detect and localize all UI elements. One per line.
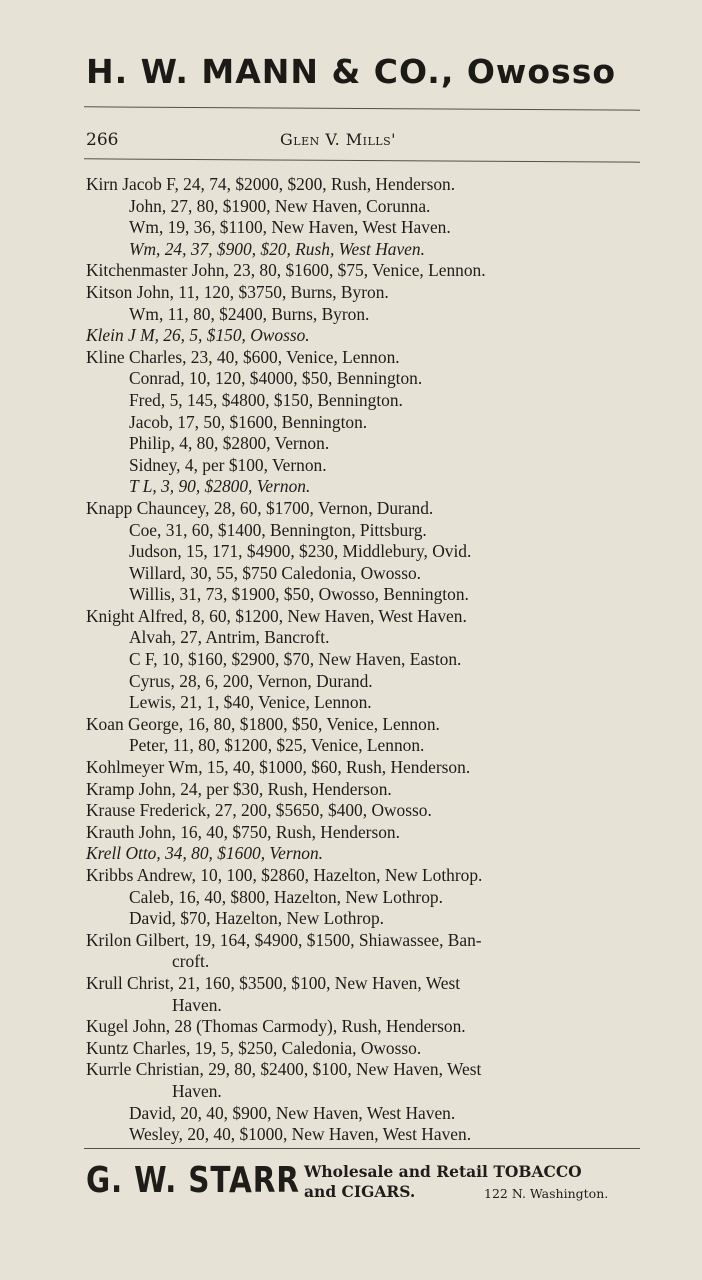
directory-entries <box>86 174 656 1146</box>
entry-text: Kuntz Charles, 19, 5, $250, Caledonia, Owosso. <box>86 1037 422 1058</box>
footer-address: 122 N. Washington. <box>484 1186 609 1201</box>
directory-entry <box>86 735 656 757</box>
entry-text: Caleb, 16, 40, $800, Hazelton, New Lothrop. <box>129 886 443 907</box>
directory-entry <box>86 671 656 693</box>
header-advertisement: H. W. MANN & CO., Owosso <box>85 52 617 91</box>
directory-entry <box>86 217 656 239</box>
entry-text: Conrad, 10, 120, $4000, $50, Bennington. <box>129 368 423 389</box>
footer-tagline-2: and CIGARS. <box>304 1182 416 1201</box>
directory-entry <box>86 520 656 542</box>
directory-entry <box>86 1016 656 1038</box>
header-rule-top <box>84 106 640 110</box>
directory-entry <box>86 779 656 801</box>
directory-entry <box>86 973 656 1016</box>
directory-entry <box>86 606 656 628</box>
directory-entry <box>86 412 656 434</box>
entry-text: Kramp John, 24, per $30, Rush, Henderson. <box>86 778 392 799</box>
entry-text: Alvah, 27, Antrim, Bancroft. <box>129 627 330 648</box>
directory-entry <box>86 1059 656 1102</box>
footer-tagline-1: Wholesale and Retail TOBACCO <box>304 1162 582 1181</box>
entry-continuation: croft. <box>172 951 210 972</box>
entry-text: Kugel John, 28 (Thomas Carmody), Rush, Henderson. <box>86 1016 466 1037</box>
directory-entry <box>86 800 656 822</box>
entry-text: Krilon Gilbert, 19, 164, $4900, $1500, Shiawassee, Ban- <box>86 929 482 950</box>
entry-text: Willard, 30, 55, $750 Caledonia, Owosso. <box>129 562 422 583</box>
directory-entry <box>86 908 656 930</box>
entry-text: Wm, 19, 36, $1100, New Haven, West Haven. <box>129 217 451 238</box>
entry-text: Philip, 4, 80, $2800, Vernon. <box>129 433 330 454</box>
entry-continuation: Haven. <box>172 1080 222 1101</box>
entry-text: Kribbs Andrew, 10, 100, $2860, Hazelton, New Lothrop. <box>86 865 483 885</box>
entry-text: Jacob, 17, 50, $1600, Bennington. <box>129 411 368 432</box>
directory-entry <box>86 822 656 844</box>
directory-entry <box>86 930 656 973</box>
directory-entry <box>86 390 656 412</box>
directory-entry <box>86 260 656 282</box>
directory-entry <box>86 455 656 477</box>
entry-text: Sidney, 4, per $100, Vernon. <box>129 454 327 475</box>
directory-entry <box>86 325 656 347</box>
directory-entry <box>86 865 656 887</box>
directory-entry <box>86 1103 656 1125</box>
footer-rule <box>84 1148 640 1149</box>
entry-text: David, $70, Hazelton, New Lothrop. <box>129 908 385 929</box>
running-head: Glen V. Mills' <box>280 130 397 149</box>
entry-text: Cyrus, 28, 6, 200, Vernon, Durand. <box>129 670 373 691</box>
entry-text: Knight Alfred, 8, 60, $1200, New Haven, West Haven. <box>86 605 467 626</box>
entry-text: David, 20, 40, $900, New Haven, West Haven. <box>129 1102 456 1123</box>
entry-text: Peter, 11, 80, $1200, $25, Venice, Lennon. <box>129 735 425 756</box>
directory-entry <box>86 304 656 326</box>
entry-text: Kline Charles, 23, 40, $600, Venice, Lennon. <box>86 346 400 367</box>
directory-entry <box>86 368 656 390</box>
directory-entry <box>86 692 656 714</box>
directory-entry <box>86 843 656 865</box>
page-number: 266 <box>86 130 119 150</box>
directory-entry <box>86 541 656 563</box>
directory-entry <box>86 714 656 736</box>
directory-entry <box>86 174 656 196</box>
entry-text: Koan George, 16, 80, $1800, $50, Venice, Lennon. <box>86 713 440 734</box>
directory-entry <box>86 649 656 671</box>
entry-text: Kitchenmaster John, 23, 80, $1600, $75, Venice, Lennon. <box>86 260 486 281</box>
directory-entry <box>86 282 656 304</box>
entry-text: Kurrle Christian, 29, 80, $2400, $100, New Haven, West <box>86 1059 482 1080</box>
entry-text: C F, 10, $160, $2900, $70, New Haven, Easton. <box>129 649 462 670</box>
entry-text: Wm, 24, 37, $900, $20, Rush, West Haven. <box>129 238 425 259</box>
footer-business-name: G. W. STARR <box>86 1160 300 1201</box>
directory-entry <box>86 433 656 455</box>
entry-text: Klein J M, 26, 5, $150, Owosso. <box>86 325 310 346</box>
footer-advertisement <box>86 1158 646 1208</box>
entry-text: Krell Otto, 34, 80, $1600, Vernon. <box>86 843 324 864</box>
entry-text: John, 27, 80, $1900, New Haven, Corunna. <box>129 195 431 216</box>
directory-entry <box>86 476 656 498</box>
entry-text: Kitson John, 11, 120, $3750, Burns, Byron. <box>86 281 389 302</box>
directory-entry <box>86 627 656 649</box>
directory-entry <box>86 347 656 369</box>
entry-continuation: Haven. <box>172 994 222 1015</box>
entry-text: T L, 3, 90, $2800, Vernon. <box>129 476 311 497</box>
directory-entry <box>86 196 656 218</box>
entry-text: Lewis, 21, 1, $40, Venice, Lennon. <box>129 692 372 713</box>
entry-text: Knapp Chauncey, 28, 60, $1700, Vernon, Durand. <box>86 497 434 518</box>
directory-entry <box>86 1124 656 1146</box>
entry-text: Krauth John, 16, 40, $750, Rush, Henderson. <box>86 821 400 842</box>
entry-text: Kirn Jacob F, 24, 74, $2000, $200, Rush, Henderson. <box>86 174 456 194</box>
directory-entry <box>86 584 656 606</box>
entry-text: Judson, 15, 171, $4900, $230, Middlebury, Ovid. <box>129 541 472 562</box>
entry-text: Krull Christ, 21, 160, $3500, $100, New Haven, West <box>86 972 461 993</box>
header-rule-bottom <box>84 158 640 162</box>
directory-entry <box>86 563 656 585</box>
directory-entry <box>86 757 656 779</box>
directory-entry <box>86 887 656 909</box>
entry-text: Krause Frederick, 27, 200, $5650, $400, Owosso. <box>86 800 432 821</box>
entry-text: Kohlmeyer Wm, 15, 40, $1000, $60, Rush, Henderson. <box>86 757 471 778</box>
directory-entry <box>86 1038 656 1060</box>
entry-text: Coe, 31, 60, $1400, Bennington, Pittsburg. <box>129 519 427 540</box>
entry-text: Willis, 31, 73, $1900, $50, Owosso, Bennington. <box>129 584 469 605</box>
directory-entry <box>86 239 656 261</box>
entry-text: Wm, 11, 80, $2400, Burns, Byron. <box>129 303 370 324</box>
entry-text: Wesley, 20, 40, $1000, New Haven, West Haven. <box>129 1124 472 1145</box>
directory-entry <box>86 498 656 520</box>
entry-text: Fred, 5, 145, $4800, $150, Bennington. <box>129 389 403 410</box>
